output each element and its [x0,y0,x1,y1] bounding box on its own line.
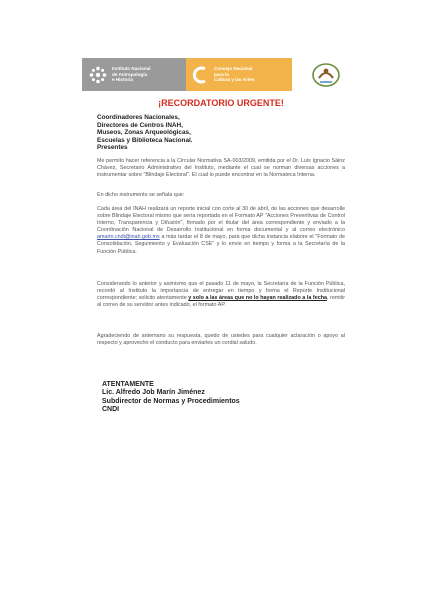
addressee-line: Museos, Zonas Arqueológicas, [97,129,191,137]
coat-of-arms [292,58,360,91]
page-title: ¡RECORDATORIO URGENTE! [158,98,284,108]
addressee-block [97,114,277,152]
addressee-line: Coordinadores Nacionales, [97,114,180,121]
inah-banner [82,58,186,91]
signature-block [102,381,302,415]
emphasis-text: y solo a las áreas que no lo hayan realizado a la fecha [188,295,327,302]
paragraph-closing: Agradeciendo de antemano su respuesta, quedo de ustedes para cualquier aclaración o apoyo al respecto y aprovecho el conducto para enviarles un cordial saludo. [97,333,345,347]
signature-line: Subdirector de Normas y Procedimientos [102,397,240,405]
inah-logo-icon [88,65,108,85]
addressee-line: Directores de Centros INAH, [97,121,183,129]
addressee-line: Presentes [97,144,128,152]
inah-name: Instituto Nacional de Antropología e Historia [112,66,151,83]
paragraph-intro: Me permito hacer referencia a la Circular Normativa SA-003/2009, emitida por el Dr. Luis Ignacio Sáinz Chávez, Secretario Administrativo del Instituto, mediante el cual se norman diversas acciones a instrumentar sobre "Blindaje Electoral". El cual lo puede encontrar en la Normateca Interna. [97,158,345,179]
email-link[interactable]: amarin.cndi@inah.gob.mx [97,234,160,241]
paragraph-request: Considerando lo anterior y asimismo que el pasado 11 de mayo, la Secretaría de la Función Pública, recordó al Instituto la importancia de entregar en tiempo y forma el Reporte Institucional correspondiente; solicito atentamente y solo a las áreas que no lo hayan realizado a la fecha, remitir al correo de su servidor antes indicado, el formato AP. [97,281,346,309]
paragraph-instructions: Cada área del INAH realizará un reporte inicial con corte al 30 de abril, de las acciones que desarrolle sobre Blindaje Electoral mismo que sería reportada en el Formato AP "Acciones Preventivas de Control Interno, Transparencia y Difusión", firmado por el titular del área correspondiente y enviado a la Coordinación Nacional de Desarrollo Institucional en forma documental y al correo electrónico amarin.cndi@inah.gob.mx a más tardar el 8 de mayo, para que dicha instancia elabore el "Formato de Consolidación, Seguimiento y Evaluación CSE" y lo envíe en tiempo y forma a la Secretaría de la Función Pública. [97,206,345,255]
addressee-line: Escuelas y Biblioteca Nacional. [97,136,193,144]
conaculta-name: Consejo Nacional para la Cultura y las Artes [214,66,255,83]
letterhead [82,58,360,91]
signature-line: ATENTAMENTE [102,381,154,388]
mexico-coat-of-arms-icon [311,62,341,88]
conaculta-logo-icon [192,66,210,84]
paragraph-lead: En dicho instrumento se señala que: [97,192,185,198]
document-page [82,58,360,418]
signature-line: CNDI [102,406,120,414]
signature-line: Lic. Alfredo Job Marín Jiménez [102,389,205,397]
conaculta-banner [186,58,292,91]
